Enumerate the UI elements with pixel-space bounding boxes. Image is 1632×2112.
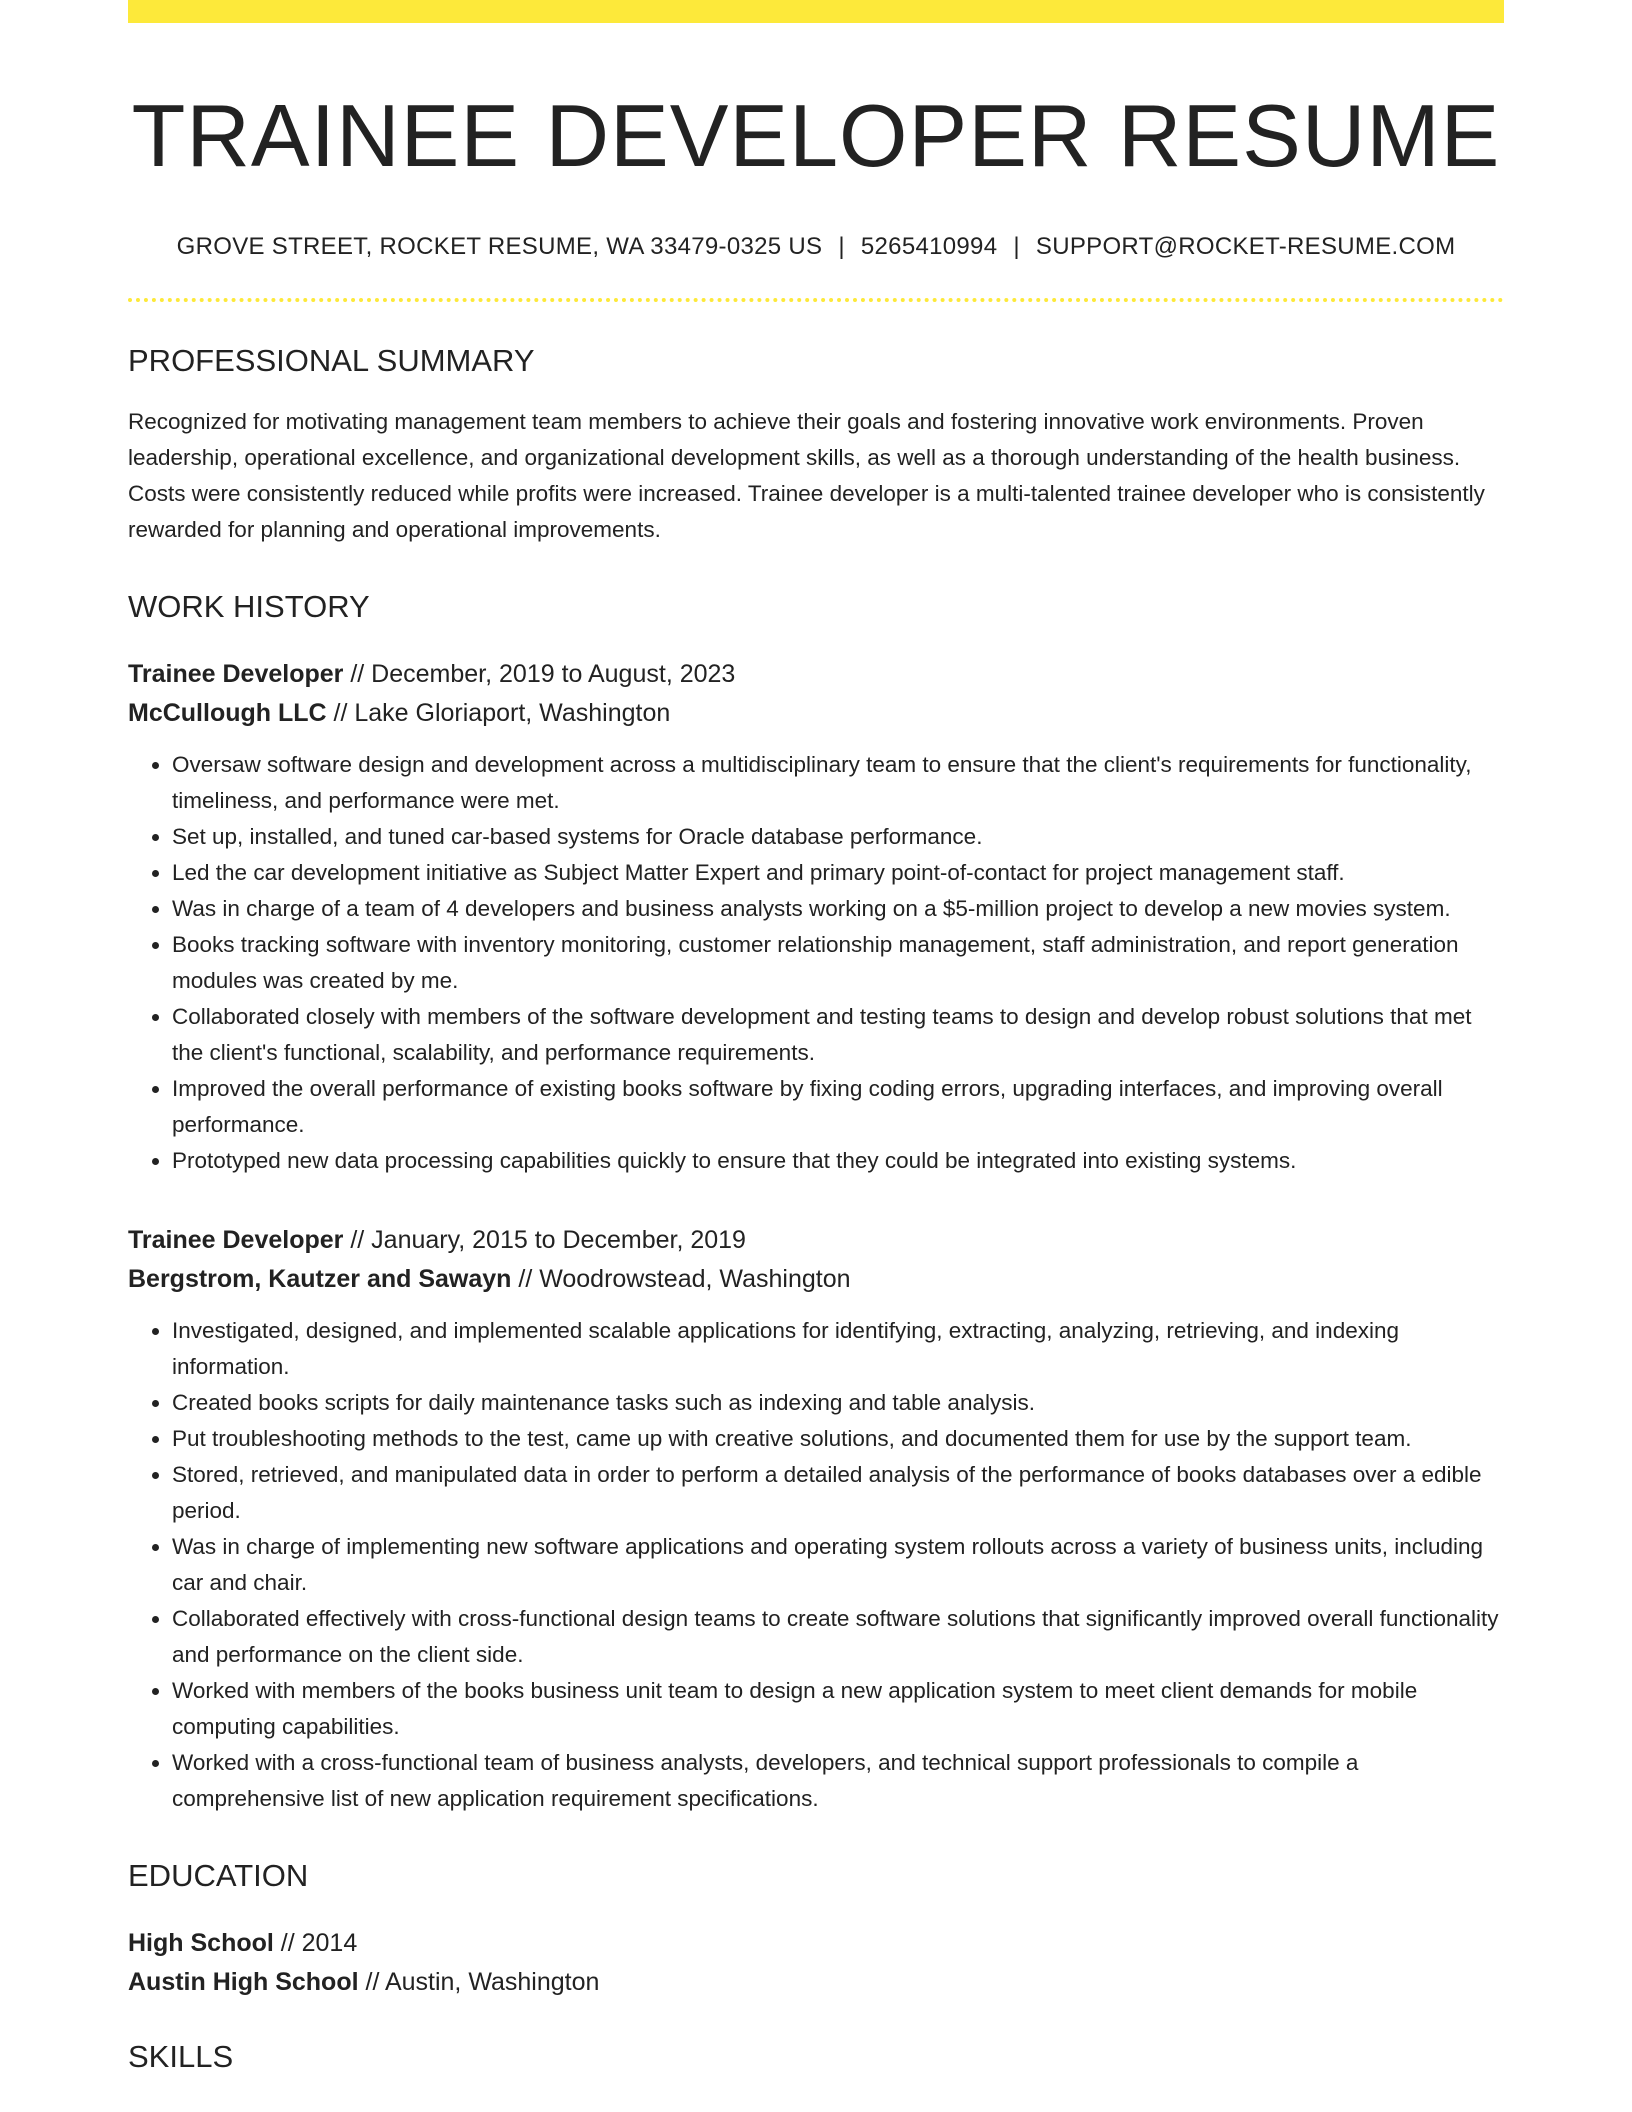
list-item: • Collaborated closely with members of the software development and testing teams to design and develop robust solutions that met the client's functional, scalability, and performance requirements.	[172, 999, 1504, 1071]
contact-separator: |	[838, 233, 845, 261]
job-role: Trainee Developer	[128, 1225, 344, 1254]
job-dates: // December, 2019 to August, 2023	[343, 659, 736, 688]
job-title-line	[128, 655, 1504, 694]
job-company-line	[128, 1260, 1504, 1299]
dotted-divider	[128, 298, 1504, 302]
list-item: • Collaborated effectively with cross-functional design teams to create software solutions that significantly improved overall functionality and performance on the client side.	[172, 1601, 1504, 1673]
list-item: • Worked with a cross-functional team of business analysts, developers, and technical support professionals to compile a comprehensive list of new application requirement specifications.	[172, 1745, 1504, 1817]
list-item: • Improved the overall performance of existing books software by fixing coding errors, upgrading interfaces, and improving overall performance.	[172, 1071, 1504, 1143]
job-title-line	[128, 1221, 1504, 1260]
job-company: McCullough LLC	[128, 698, 327, 727]
job-dates: // January, 2015 to December, 2019	[343, 1225, 746, 1254]
education-degree-line	[128, 1924, 1504, 1963]
job-company: Bergstrom, Kautzer and Sawayn	[128, 1264, 512, 1293]
resume-title: TRAINEE DEVELOPER RESUME	[131, 86, 1501, 185]
job-entry-1	[128, 655, 1504, 1179]
education-entry	[128, 1924, 1504, 2002]
list-item: • Stored, retrieved, and manipulated data in order to perform a detailed analysis of the performance of books databases over a edible period.	[172, 1457, 1504, 1529]
list-item: • Books tracking software with inventory monitoring, customer relationship management, staff administration, and report generation modules was created by me.	[172, 927, 1504, 999]
list-item: • Created books scripts for daily maintenance tasks such as indexing and table analysis.	[172, 1385, 1504, 1421]
list-item: • Investigated, designed, and implemented scalable applications for identifying, extracting, analyzing, retrieving, and indexing information.	[172, 1313, 1504, 1385]
job-entry-2	[128, 1221, 1504, 1817]
section-heading-summary: PROFESSIONAL SUMMARY	[128, 343, 535, 379]
job-bullet-list	[128, 747, 1504, 1179]
job-bullet-list	[128, 1313, 1504, 1817]
education-school-line	[128, 1963, 1504, 2002]
summary-text: Recognized for motivating management team members to achieve their goals and fostering innovative work environments. Proven leadership, operational excellence, and organizational development skills, as well as a thorough understanding of the health business. Costs were consistently reduced while profits were increased. Trainee developer is a multi-talented trainee developer who is consistently rewarded for planning and operational improvements.	[128, 408, 1485, 542]
education-location: // Austin, Washington	[358, 1967, 600, 1996]
contact-address: GROVE STREET, ROCKET RESUME, WA 33479-0325 US	[176, 233, 823, 261]
accent-top-bar	[128, 0, 1504, 23]
list-item: • Put troubleshooting methods to the test, came up with creative solutions, and documented them for use by the support team.	[172, 1421, 1504, 1457]
section-heading-education: EDUCATION	[128, 1857, 309, 1893]
contact-separator: |	[1013, 233, 1020, 261]
contact-phone: 5265410994	[860, 233, 998, 261]
job-location: // Lake Gloriaport, Washington	[326, 698, 671, 727]
job-location: // Woodrowstead, Washington	[511, 1264, 851, 1293]
contact-line	[128, 231, 1504, 262]
section-heading-work-history: WORK HISTORY	[128, 588, 370, 624]
contact-email: SUPPORT@ROCKET-RESUME.COM	[1035, 233, 1456, 261]
education-school: Austin High School	[128, 1967, 359, 1996]
list-item: • Worked with members of the books business unit team to design a new application system to meet client demands for mobile computing capabilities.	[172, 1673, 1504, 1745]
list-item: • Was in charge of a team of 4 developers and business analysts working on a $5-million project to develop a new movies system.	[172, 891, 1504, 927]
job-role: Trainee Developer	[128, 659, 344, 688]
education-year: // 2014	[273, 1928, 358, 1957]
education-degree: High School	[128, 1928, 274, 1957]
list-item: • Prototyped new data processing capabilities quickly to ensure that they could be integrated into existing systems.	[172, 1143, 1504, 1179]
section-heading-skills: SKILLS	[128, 2038, 234, 2074]
list-item: • Led the car development initiative as Subject Matter Expert and primary point-of-contact for project management staff.	[172, 855, 1504, 891]
job-company-line	[128, 694, 1504, 733]
list-item: • Oversaw software design and development across a multidisciplinary team to ensure that the client's requirements for functionality, timeliness, and performance were met.	[172, 747, 1504, 819]
list-item: • Set up, installed, and tuned car-based systems for Oracle database performance.	[172, 819, 1504, 855]
list-item: • Was in charge of implementing new software applications and operating system rollouts across a variety of business units, including car and chair.	[172, 1529, 1504, 1601]
resume-page	[128, 0, 1504, 2075]
